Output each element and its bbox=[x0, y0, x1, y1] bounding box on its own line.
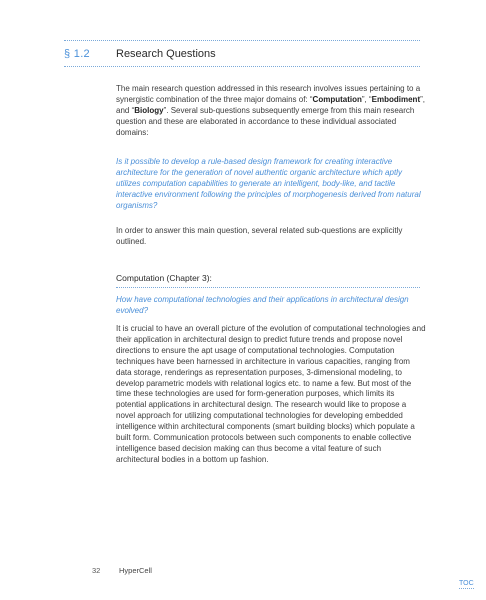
section-number: § 1.2 bbox=[64, 48, 90, 60]
text-run: The main research question addressed in this research involves issues pertaining to a synergistic combination of the three major domains of: “ bbox=[116, 84, 421, 104]
text-run: ”. Several sub-questions subsequently emerge from this main research question and these are elaborated in accordance to these individual associated domains: bbox=[116, 105, 415, 137]
divider bbox=[116, 287, 420, 288]
divider bbox=[64, 40, 420, 41]
divider bbox=[64, 66, 420, 67]
page-number: 32 bbox=[92, 566, 101, 575]
subsection-title: Computation (Chapter 3): bbox=[116, 273, 212, 283]
text-run: ”, and “ bbox=[116, 94, 425, 115]
followup-paragraph: In order to answer this main question, several related sub-questions are explicitly outlined. bbox=[116, 226, 403, 246]
toc-link[interactable]: TOC bbox=[459, 580, 474, 587]
intro-paragraph bbox=[116, 84, 426, 139]
term-computation: Computation bbox=[312, 94, 362, 104]
text-run: ”, “ bbox=[361, 94, 372, 104]
term-embodiment: Embodiment bbox=[371, 94, 421, 104]
body-paragraph: It is crucial to have an overall picture of the evolution of computational technologies and their application in architectural design to predict future trends and propose novel directions to ensure the apt usage of computational technologies. Computation techniques have been harnessed in architecture in various capacities, ranging from data storage, renderings as representation purposes, 3-dimensional modeling, to develop parametric models with relational logics etc. to name a few. But most of the time these technologies are used for form-generation purposes, which limits its potential applications in architectural design. The research would like to propose a novel approach for utilizing computational technologies for developing embedded intelligence within architectural components (smart building blocks) which populate a built form. Communication protocols between such components to enable collective intelligence based decision making can thus become a vital feature of such architectural bodies in a bottom up fashion. bbox=[116, 324, 426, 464]
running-title: HyperCell bbox=[119, 566, 152, 575]
sub-question: How have computational technologies and their applications in architectural design evolved? bbox=[116, 295, 409, 315]
section-header bbox=[64, 40, 420, 70]
term-biology: Biology bbox=[134, 105, 164, 115]
section-title: Research Questions bbox=[116, 48, 216, 60]
main-research-question: Is it possible to develop a rule-based design framework for creating interactive architecture for the generation of novel authentic organic architecture which aptly utilizes computation capabilities to generate an intelligent, body-like, and tactile interactive environment following the principles of morphogenesis derived from natural organisms? bbox=[116, 157, 421, 210]
